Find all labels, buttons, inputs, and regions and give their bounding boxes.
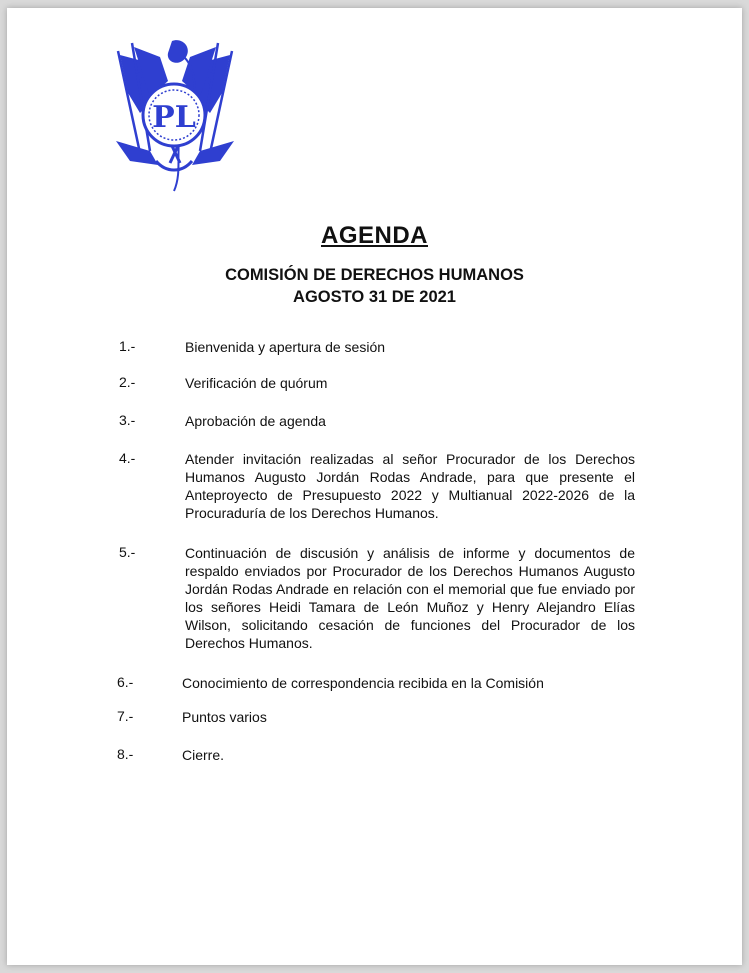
agenda-item-number: 1.- (119, 338, 136, 354)
agenda-item-number: 3.- (119, 412, 136, 428)
document-page (7, 8, 742, 965)
agenda-date: AGOSTO 31 DE 2021 (293, 288, 456, 306)
agenda-item-text: Continuación de discusión y análisis de informe y documentos de respaldo enviados por Procurador de los Derechos Humanos Augusto Jordán Rodas Andrade en relación con el memorial que fue enviado por los señores Heidi Tamara de León Muñoz y Henry Alejandro Elías Wilson, solicitando cesación de funciones del Procurador de los Derechos Humanos. (185, 545, 635, 651)
agenda-item-number: 6.- (117, 674, 134, 690)
commission-name: COMISIÓN DE DERECHOS HUMANOS (225, 266, 524, 284)
agenda-item-text: Conocimiento de correspondencia recibida en la Comisión (182, 675, 544, 691)
agenda-item-text: Bienvenida y apertura de sesión (185, 339, 386, 355)
agenda-item-number: 4.- (119, 450, 136, 466)
page-title: AGENDA (320, 222, 428, 249)
agenda-item-number: 8.- (117, 746, 134, 762)
agenda-item-text: Atender invitación realizadas al señor Procurador de los Derechos Humanos Augusto Jordán Rodas Andrade, para que presente el Anteproyecto de Presupuesto 2022 y Multianual 2022-2026 de la Procuraduría de los Derechos Humanos. (185, 451, 635, 521)
agenda-item-number: 5.- (119, 544, 136, 560)
agenda-item-number: 2.- (119, 374, 136, 390)
svg-text:PL: PL (152, 100, 196, 135)
agenda-item-text: Cierre. (182, 747, 225, 763)
agenda-item-text: Aprobación de agenda (185, 413, 326, 429)
agenda-item-text: Verificación de quórum (185, 375, 328, 391)
agenda-item-number: 7.- (117, 708, 134, 724)
congress-emblem-icon (110, 33, 240, 193)
agenda-item-text: Puntos varios (182, 709, 267, 725)
